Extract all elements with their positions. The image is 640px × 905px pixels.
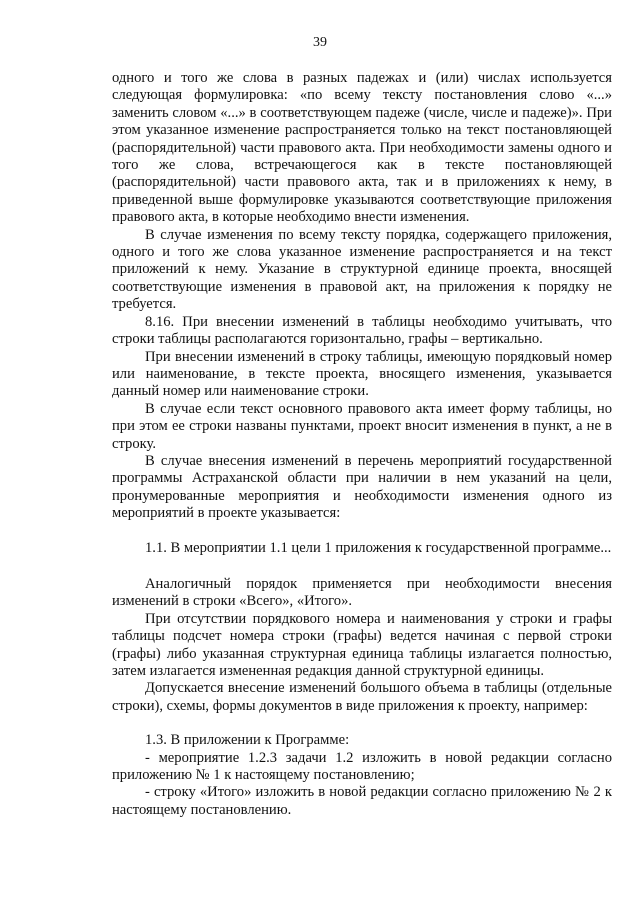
paragraph-table-points: В случае если текст основного правового акта имеет форму таблицы, но при этом ее строки названы пунктами, проект вносит изменения в пункт, а не в строку. bbox=[112, 400, 612, 452]
paragraph-totals: Аналогичный порядок применяется при необходимости внесения изменений в строки «Всего», «Итого». bbox=[112, 575, 612, 610]
paragraph-order-changes: В случае изменения по всему тексту порядка, содержащего приложения, одного и того же слова указанное изменение распространяется и на текст приложений к нему. Указание в структурной единице проекта, вносящей соответствующие изменения в правовой акт, на приложения к порядку не требуется. bbox=[112, 226, 612, 313]
paragraph-word-replacement: одного и того же слова в разных падежах и (или) числах используется следующая формулировка: «по всему тексту постановления слово «...» заменить словом «...» в соответствующем падеже (числе, числе и падеже)». При этом указанное изменение распространяется только на текст постановляющей (распорядительной) части правового акта. При необходимости замены одного и того же слова, встречающегося как в тексте постановляющей (распорядительной) части правового акта, так и в приложениях к нему, в приведенной выше формулировке указываются соответствующие приложения правового акта, в которые необходимо внести изменения. bbox=[112, 70, 612, 226]
document-body bbox=[112, 70, 612, 819]
paragraph-large-changes: Допускается внесение изменений большого объема в таблицы (отдельные строки), схемы, формы документов в виде приложения к проекту, например: bbox=[112, 680, 612, 714]
spacer bbox=[112, 523, 612, 540]
example-item-total-row: - строку «Итого» изложить в новой редакции согласно приложению № 2 к настоящему постановлению. bbox=[112, 784, 612, 818]
example-1-1: 1.1. В мероприятии 1.1 цели 1 приложения к государственной программе... bbox=[145, 539, 612, 556]
example-item-activity: - мероприятие 1.2.3 задачи 1.2 изложить в новой редакции согласно приложению № 1 к настоящему постановлению; bbox=[112, 749, 612, 784]
paragraph-row-number: При внесении изменений в строку таблицы, имеющую порядковый номер или наименование, в тексте проекта, вносящего изменения, указывается данный номер или наименование строки. bbox=[112, 348, 612, 400]
spacer bbox=[112, 557, 612, 576]
example-1-3: 1.3. В приложении к Программе: bbox=[145, 732, 350, 749]
paragraph-8-16-tables: 8.16. При внесении изменений в таблицы необходимо учитывать, что строки таблицы располагаются горизонтально, графы – вертикально. bbox=[112, 313, 612, 348]
spacer bbox=[112, 715, 612, 732]
page-number: 39 bbox=[313, 35, 327, 50]
paragraph-no-row-number: При отсутствии порядкового номера и наименования у строки и графы таблицы подсчет номера строки (графы) ведется начиная с первой строки (графы) либо указанная структурная единица таблицы излагается полностью, затем излагается измененная редакция данной структурной единицы. bbox=[112, 610, 612, 679]
paragraph-program-activities: В случае внесения изменений в перечень мероприятий государственной программы Астраханской области при наличии в нем указаний на цели, пронумерованные мероприятия и необходимости изменения одного из мероприятий в проекте указывается: bbox=[112, 452, 612, 522]
